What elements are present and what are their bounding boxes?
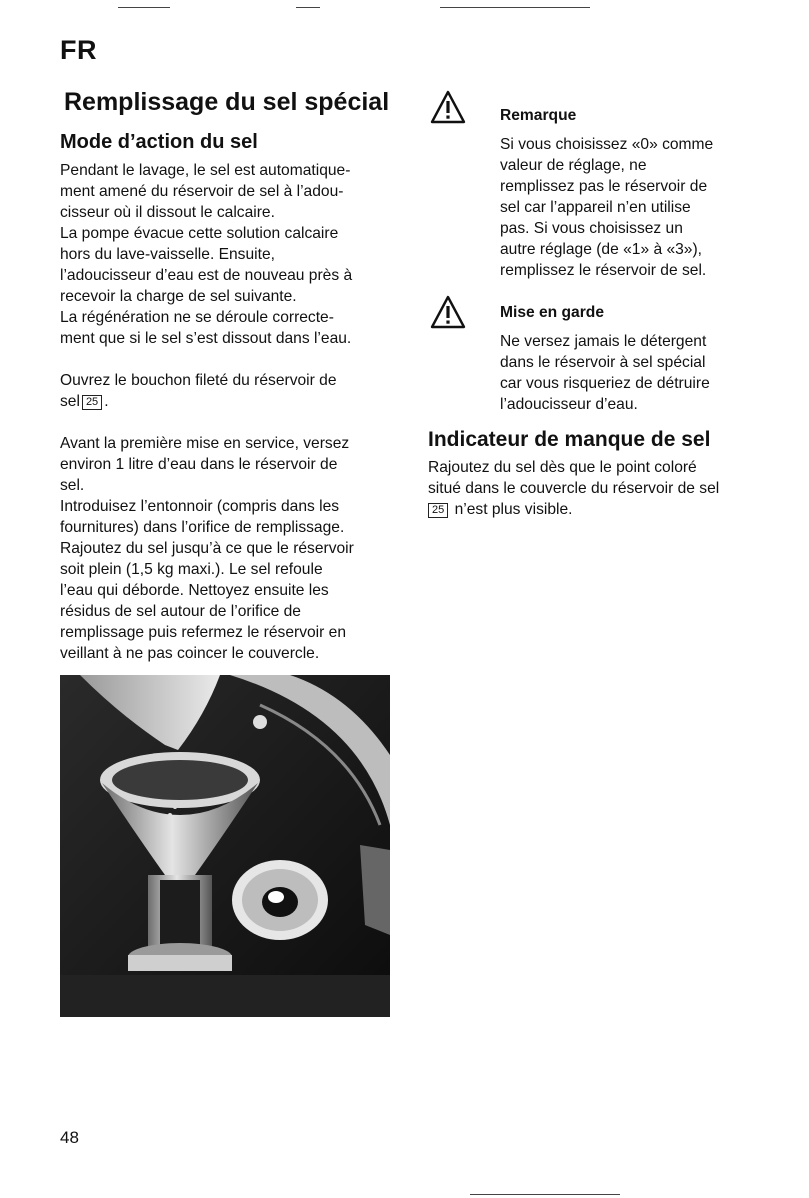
text-line (428, 499, 773, 520)
section-title: Indicateur de manque de sel (428, 428, 711, 451)
text-line: cisseur où il dissout le calcaire. (60, 204, 275, 221)
text-line: Ouvrez le bouchon fileté du réservoir de (60, 372, 337, 389)
paragraph-salt-action (60, 160, 405, 349)
text-line: environ 1 litre d’eau dans le réservoir de (60, 456, 338, 473)
text-line: l’adoucisseur d’eau. (500, 396, 638, 413)
text-line: valeur de réglage, ne (500, 157, 647, 174)
text-line: soit plein (1,5 kg maxi.). Le sel refoule (60, 561, 323, 578)
page-number: 48 (60, 1128, 79, 1147)
text-line (60, 391, 405, 412)
page-title: Remplissage du sel spécial (64, 88, 390, 116)
text-line: l’eau qui déborde. Nettoyez ensuite les (60, 582, 329, 599)
salt-filling-photo (60, 675, 390, 1017)
figure-reference: 25 (82, 395, 102, 410)
text-line: hors du lave-vaisselle. Ensuite, (60, 246, 275, 263)
text-line: car vous risqueriez de détruire (500, 375, 710, 392)
figure-reference: 25 (428, 503, 448, 518)
text-line: Rajoutez du sel dès que le point coloré (428, 459, 697, 476)
text-line: Si vous choisissez «0» comme (500, 136, 714, 153)
note-title: Remarque (500, 107, 577, 124)
text-line: situé dans le couvercle du réservoir de sel (428, 480, 720, 497)
photo-illustration (60, 675, 390, 1017)
warning-block (428, 295, 773, 415)
text-line: La pompe évacue cette solution calcaire (60, 225, 339, 242)
text-line: résidus de sel autour de l’orifice de (60, 603, 301, 620)
text-line: Ne versez jamais le détergent (500, 333, 707, 350)
scan-artifact (118, 7, 170, 8)
text-line: Rajoutez du sel jusqu’à ce que le réservoir (60, 540, 354, 557)
text-line: Pendant le lavage, le sel est automatique- (60, 162, 351, 179)
warning-title: Mise en garde (500, 304, 604, 321)
text-line: recevoir la charge de sel suivante. (60, 288, 297, 305)
text-line: ment que si le sel s’est dissout dans l’eau. (60, 330, 352, 347)
text-fragment: sel (60, 393, 80, 410)
warning-triangle-icon (430, 295, 466, 329)
text-line: Introduisez l’entonnoir (compris dans les (60, 498, 340, 515)
scan-artifact (470, 1194, 620, 1195)
text-line: remplissage puis refermez le réservoir en (60, 624, 346, 641)
paragraph-add-salt (60, 538, 405, 664)
left-column (60, 88, 405, 664)
text-line: remplissez le réservoir de sel. (500, 262, 707, 279)
note-block (428, 90, 773, 281)
scan-artifact (440, 7, 590, 8)
text-line: l’adoucisseur d’eau est de nouveau près à (60, 267, 353, 284)
language-label: FR (60, 35, 97, 65)
text-line: fournitures) dans l’orifice de remplissage. (60, 519, 345, 536)
text-line: autre réglage (de «1» à «3»), (500, 241, 702, 258)
text-line: Avant la première mise en service, versez (60, 435, 350, 452)
text-line: remplissez pas le réservoir de (500, 178, 708, 195)
paragraph-first-use (60, 433, 405, 538)
warning-triangle-icon (430, 90, 466, 124)
scan-artifact (296, 7, 320, 8)
text-fragment: . (104, 393, 109, 410)
text-line: La régénération ne se déroule correcte- (60, 309, 334, 326)
text-line: sel car l’appareil n’en utilise (500, 199, 691, 216)
text-line: veillant à ne pas coincer le couvercle. (60, 645, 320, 662)
text-line: pas. Si vous choisissez un (500, 220, 683, 237)
paragraph-open-cap (60, 370, 405, 412)
text-line: ment amené du réservoir de sel à l’adou- (60, 183, 344, 200)
paragraph-salt-indicator (428, 457, 773, 520)
text-line: sel. (60, 477, 85, 494)
section-title: Mode d’action du sel (60, 131, 258, 153)
text-fragment: n’est plus visible. (454, 501, 573, 518)
right-column (428, 88, 773, 520)
text-line: dans le réservoir à sel spécial (500, 354, 706, 371)
